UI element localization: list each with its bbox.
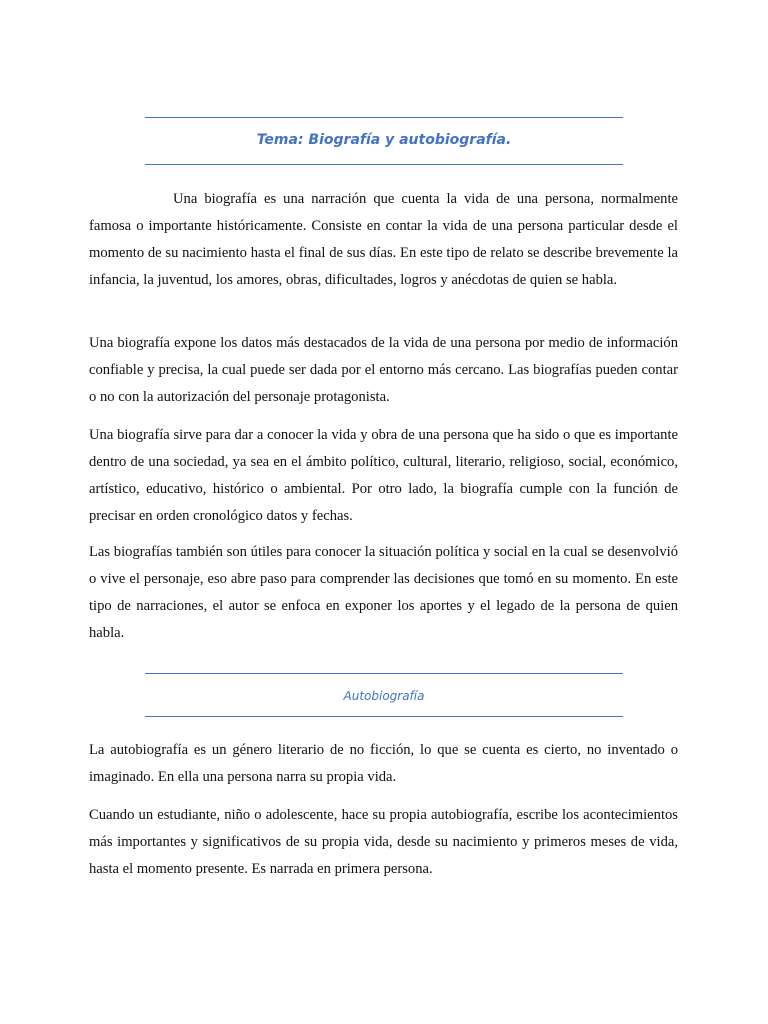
title-bottom-rule (145, 164, 623, 165)
paragraph-2: Una biografía expone los datos más destacados de la vida de una persona por medio de información confiable y precisa, la cual puede ser dada por el entorno más cercano. Las biografías pueden contar o no con la autorización del personaje protagonista. (89, 335, 678, 405)
document-title: Tema: Biografía y autobiografía. (256, 132, 512, 148)
paragraph-4: Las biografías también son útiles para conocer la situación política y social en la cual se desenvolvió o vive el personaje, eso abre paso para comprender las decisiones que tomó en su momento. En este tipo de narraciones, el autor se enfoca en exponer los aportes y el legado de la persona de quien habla. (89, 544, 678, 641)
paragraph-5: La autobiografía es un género literario de no ficción, lo que se cuenta es cierto, no inventado o imaginado. En ella una persona narra su propia vida. (89, 742, 678, 785)
paragraph-1: Una biografía es una narración que cuenta la vida de una persona, normalmente famosa o importante históricamente. Consiste en contar la vida de una persona particular desde el momento de su nacimiento hasta el final de sus días. En este tipo de relato se describe brevemente la infancia, la juventud, los amores, obras, dificultades, logros y anécdotas de quien se habla. (89, 191, 678, 288)
paragraph-3: Una biografía sirve para dar a conocer la vida y obra de una persona que ha sido o que es importante dentro de una sociedad, ya sea en el ámbito político, cultural, literario, religioso, social, económico, artístico, educativo, histórico o ambiental. Por otro lado, la biografía cumple con la función de precisar en orden cronológico datos y fechas. (89, 427, 678, 524)
paragraph-6: Cuando un estudiante, niño o adolescente, hace su propia autobiografía, escribe los acontecimientos más importantes y significativos de su propia vida, desde su nacimiento y primeros meses de vida, hasta el momento presente. Es narrada en primera persona. (89, 807, 678, 877)
section-subtitle: Autobiografía (343, 689, 425, 703)
subtitle-bottom-rule (145, 716, 623, 717)
subtitle-top-rule (145, 673, 623, 674)
title-top-rule (145, 117, 623, 118)
